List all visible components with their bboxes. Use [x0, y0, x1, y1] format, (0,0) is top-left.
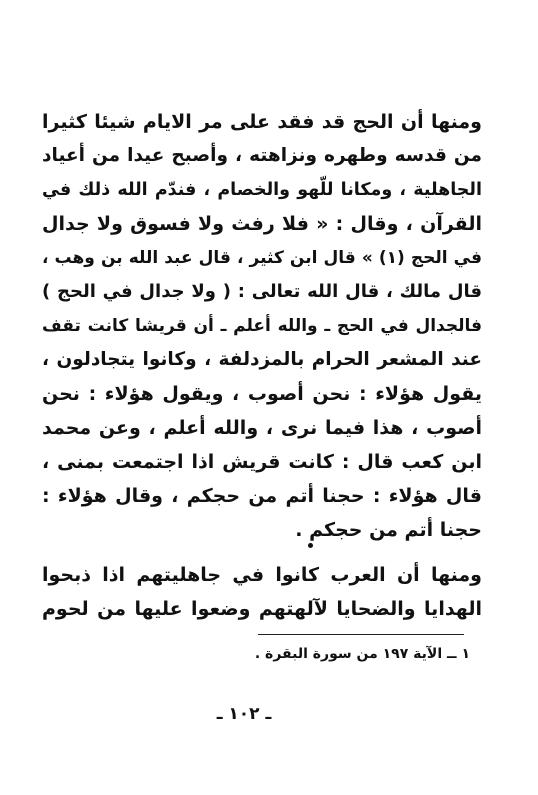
footnote-divider [258, 634, 464, 635]
paragraph-line: الهدايا والضحايا لآلهتهم وضعوا عليها من لحوم [42, 598, 482, 620]
paragraph-line: ابن كعب قال : كانت قريش اذا اجتمعت بمنى ، [42, 451, 482, 473]
paragraph-line: أصوب ، هذا فيما نرى ، والله أعلم ، وعن محمد [42, 417, 482, 439]
paragraph-2 [42, 558, 482, 626]
paragraph-line: فالجدال في الحج ـ والله أعلم ـ أن قريشا كانت تقف [42, 316, 482, 336]
section-separator-dot [308, 543, 313, 548]
paragraph-line: عند المشعر الحرام بالمزدلفة ، وكانوا يتجادلون ، [42, 349, 482, 370]
footnote: ١ ــ الآية ١٩٧ من سورة البقرة . [254, 646, 470, 662]
paragraph-line: القرآن ، وقال : « فلا رفث ولا فسوق ولا جدال [42, 213, 482, 235]
paragraph-1 [42, 105, 482, 547]
paragraph-line: حجنا أتم من حجكم . [295, 519, 482, 541]
paragraph-line: يقول هؤلاء : نحن أصوب ، ويقول هؤلاء : نحن [42, 383, 482, 405]
paragraph-line: في الحج (١) » قال ابن كثير ، قال عبد الله بن وهب ، [42, 248, 482, 268]
paragraph-line: ومنها أن العرب كانوا في جاهليتهم اذا ذبحوا [42, 564, 482, 586]
paragraph-line: ومنها أن الحج قد فقد على مر الايام شيئا كثيرا [42, 111, 482, 133]
paragraph-line: قال هؤلاء : حجنا أتم من حجكم ، وقال هؤلاء : [42, 485, 482, 507]
page-number: ـ ١٠٢ ـ [216, 704, 272, 724]
paragraph-line: قال مالك ، قال الله تعالى : ( ولا جدال في الحج ) [42, 281, 482, 302]
paragraph-line: من قدسه وطهره ونزاهته ، وأصبح عيدا من أعياد [42, 145, 482, 166]
paragraph-line: الجاهلية ، ومكانا للّهو والخصام ، فندّم الله ذلك في [42, 180, 482, 200]
